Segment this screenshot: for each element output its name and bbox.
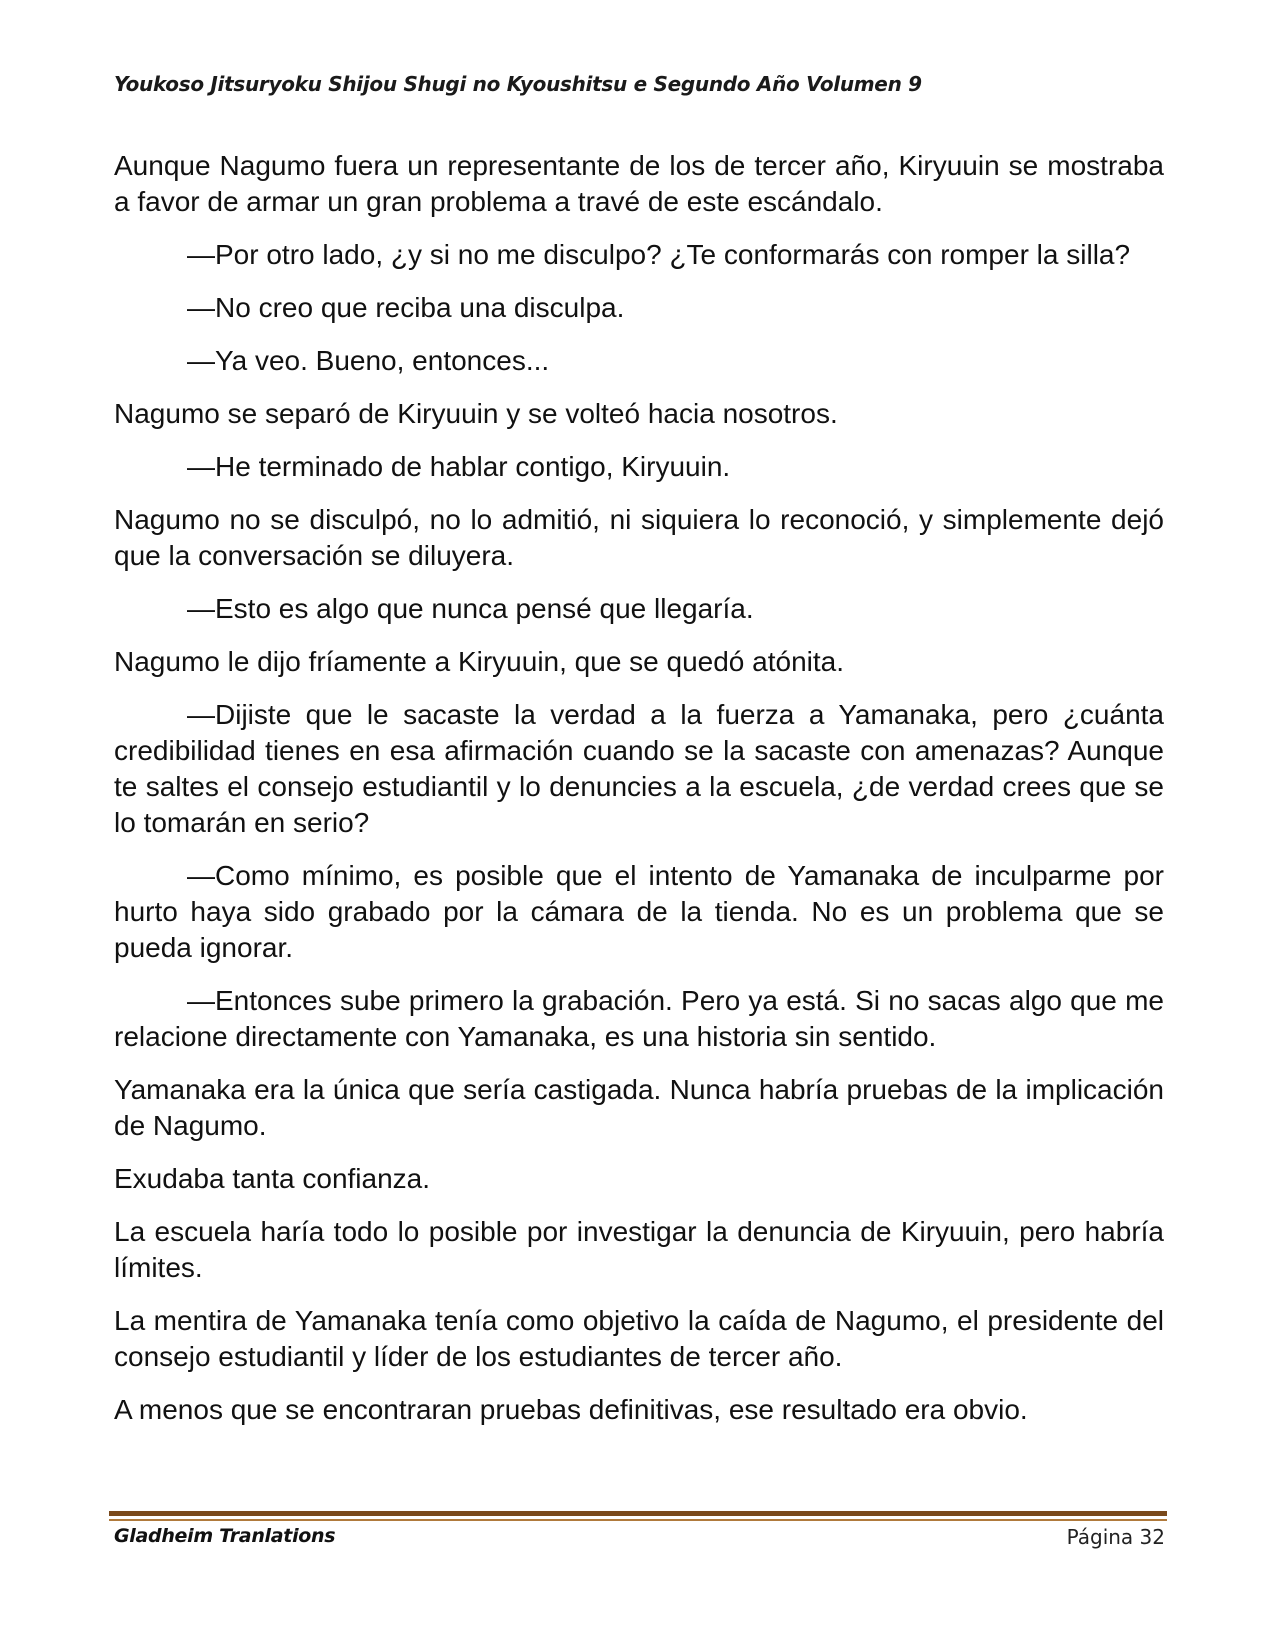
page-number-value: 32: [1139, 1525, 1165, 1549]
paragraph: La mentira de Yamanaka tenía como objetivo la caída de Nagumo, el presidente del consejo estudiantil y líder de los estudiantes de tercer año.: [114, 1305, 1164, 1372]
paragraph: Aunque Nagumo fuera un representante de los de tercer año, Kiryuuin se mostraba a favor de armar un gran problema a travé de este escándalo.: [114, 150, 1164, 217]
footer-rule-thick: [109, 1511, 1167, 1516]
dialog-line: —Entonces sube primero la grabación. Pero ya está. Si no sacas algo que me relacione directamente con Yamanaka, es una historia sin sentido.: [114, 985, 1164, 1052]
paragraph: Exudaba tanta confianza.: [114, 1163, 431, 1194]
dialog-line: —Por otro lado, ¿y si no me disculpo? ¿Te conformarás con romper la silla?: [187, 239, 1131, 270]
paragraph: Nagumo le dijo fríamente a Kiryuuin, que se quedó atónita.: [114, 646, 845, 677]
footer-credit: Gladheim Tranlations: [114, 1525, 336, 1547]
dialog-line: —He terminado de hablar contigo, Kiryuuin.: [187, 451, 731, 482]
dialog-line: —Esto es algo que nunca pensé que llegaría.: [187, 593, 754, 624]
paragraph: La escuela haría todo lo posible por investigar la denuncia de Kiryuuin, pero habría límites.: [114, 1216, 1164, 1283]
dialog-line: —Dijiste que le sacaste la verdad a la fuerza a Yamanaka, pero ¿cuánta credibilidad tienes en esa afirmación cuando se la sacaste con amenazas? Aunque te saltes el consejo estudiantil y lo denuncies a la escuela, ¿de verdad crees que se lo tomarán en serio?: [114, 699, 1164, 838]
paragraph: Nagumo no se disculpó, no lo admitió, ni siquiera lo reconoció, y simplemente dejó que la conversación se diluyera.: [114, 504, 1164, 571]
page-body: [114, 148, 1164, 1445]
page-label: Página: [1066, 1525, 1134, 1549]
dialog-line: —Ya veo. Bueno, entonces...: [187, 345, 550, 376]
dialog-line: —Como mínimo, es posible que el intento de Yamanaka de inculparme por hurto haya sido grabado por la cámara de la tienda. No es un problema que se pueda ignorar.: [114, 860, 1164, 963]
footer-rule-thin: [109, 1519, 1167, 1521]
paragraph: A menos que se encontraran pruebas definitivas, ese resultado era obvio.: [114, 1394, 1028, 1425]
paragraph: Yamanaka era la única que sería castigada. Nunca habría pruebas de la implicación de Nagumo.: [114, 1074, 1164, 1141]
running-header: Youkoso Jitsuryoku Shijou Shugi no Kyoushitsu e Segundo Año Volumen 9: [114, 72, 922, 96]
page-number: [1067, 1525, 1165, 1549]
paragraph: Nagumo se separó de Kiryuuin y se volteó hacia nosotros.: [114, 398, 838, 429]
dialog-line: —No creo que reciba una disculpa.: [187, 292, 625, 323]
